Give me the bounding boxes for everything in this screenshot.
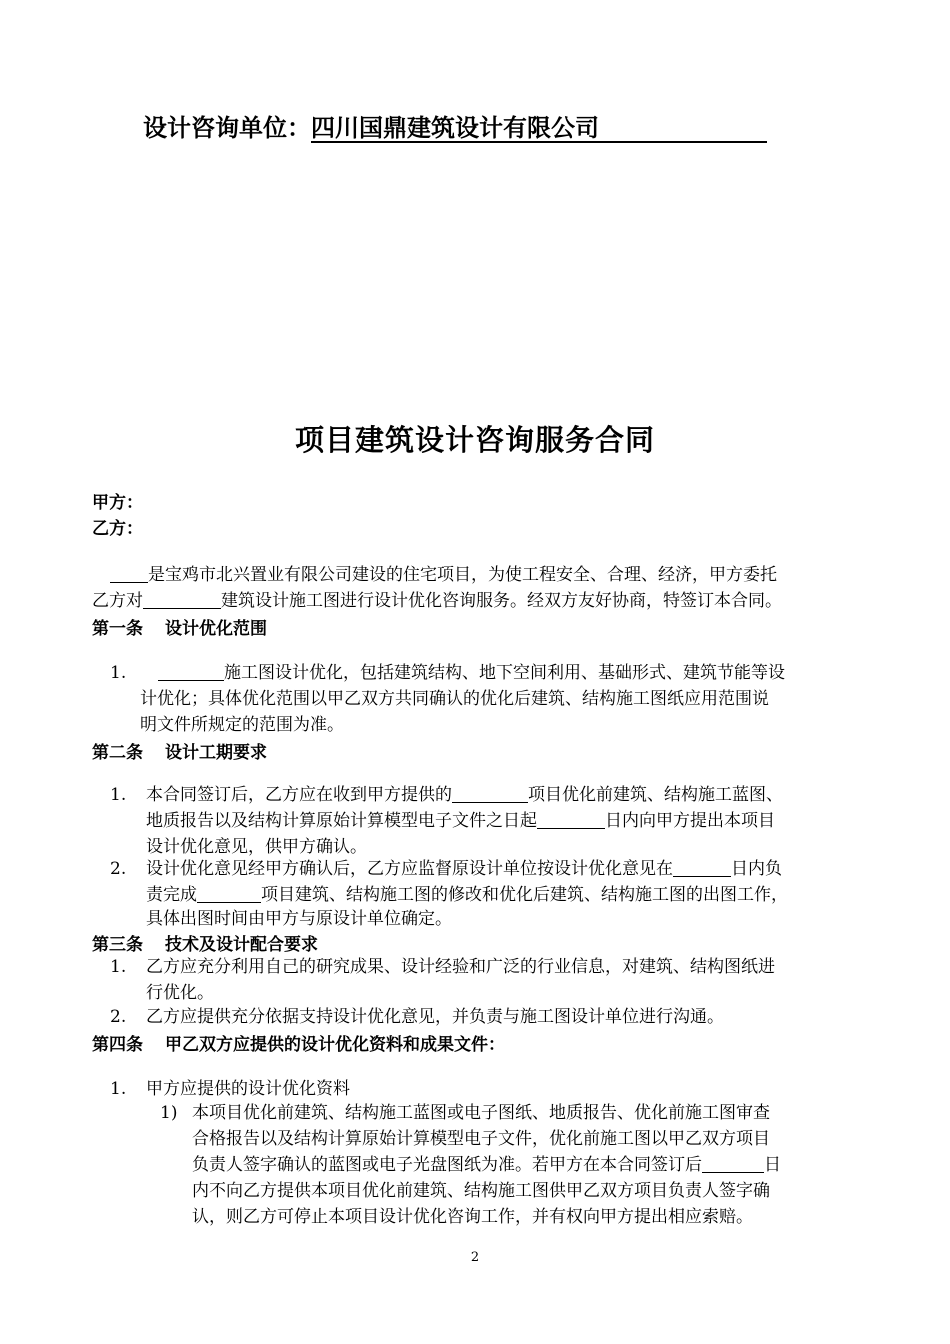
intro-line-2: 乙方对 建筑设计施工图进行设计优化咨询服务。经双方友好协商，特签订本合同。	[92, 591, 782, 611]
article-3-item-1-line-2: 行优化。	[146, 983, 214, 1003]
article-2-heading: 第二条 设计工期要求	[92, 743, 267, 763]
article-2-item-1-line-3: 设计优化意见，供甲方确认。	[146, 837, 367, 857]
list-number: 1.	[110, 1079, 127, 1099]
days-blank	[537, 810, 605, 829]
article-4-sub-1-line-1: 本项目优化前建筑、结构施工蓝图或电子图纸、地质报告、优化前施工图审查	[192, 1103, 770, 1123]
article-1-item-1-line-2: 计优化；具体优化范围以甲乙双方共同确认的优化后建筑、结构施工图纸应用范围说	[140, 689, 769, 709]
article-3-heading: 第三条 技术及设计配合要求	[92, 935, 318, 955]
article-4-sub-1-line-5: 认，则乙方可停止本项目设计优化咨询工作，并有权向甲方提出相应索赔。	[192, 1207, 753, 1227]
page-number: 2	[470, 1250, 480, 1265]
article-1-item-1-line-1: 施工图设计优化，包括建筑结构、地下空间利用、基础形式、建筑节能等设	[158, 660, 785, 686]
project-name-blank	[158, 662, 224, 681]
article-4-heading: 第四条 甲乙双方应提供的设计优化资料和成果文件：	[92, 1035, 505, 1055]
intro-line-1: 是宝鸡市北兴置业有限公司建设的住宅项目，为使工程安全、合理、经济，甲方委托	[110, 562, 777, 588]
contract-title: 项目建筑设计咨询服务合同	[294, 423, 655, 457]
header-underline-blank	[599, 115, 767, 143]
days-blank	[673, 858, 731, 877]
party-a-label: 甲方：	[92, 493, 143, 513]
project-name-blank	[110, 564, 148, 583]
article-4-item-1: 甲方应提供的设计优化资料	[146, 1079, 350, 1099]
article-1-item-1-line-3: 明文件所规定的范围为准。	[140, 715, 344, 735]
article-1-heading: 第一条 设计优化范围	[92, 619, 267, 639]
project-name-blank	[197, 884, 261, 903]
days-blank	[702, 1154, 764, 1173]
list-number: 1.	[110, 663, 127, 683]
article-2-item-1-line-2: 地质报告以及结构计算原始计算模型电子文件之日起 日内向甲方提出本项目	[146, 811, 775, 831]
article-2-item-2-line-3: 具体出图时间由甲方与原设计单位确定。	[146, 909, 452, 929]
project-name-blank	[143, 590, 221, 609]
list-number: 2.	[110, 859, 127, 879]
consulting-unit-label: 设计咨询单位：	[143, 114, 311, 142]
list-number: 2.	[110, 1007, 127, 1027]
party-b-label: 乙方：	[92, 519, 143, 539]
sub-list-number: 1)	[160, 1103, 178, 1123]
project-name-blank	[452, 784, 528, 803]
list-number: 1.	[110, 785, 127, 805]
article-3-item-2-line-1: 乙方应提供充分依据支持设计优化意见，并负责与施工图设计单位进行沟通。	[146, 1007, 724, 1027]
article-2-item-2-line-1: 设计优化意见经甲方确认后，乙方应监督原设计单位按设计优化意见在 日内负	[146, 859, 782, 879]
consulting-unit-company: 四川国鼎建筑设计有限公司	[311, 114, 599, 142]
article-4-sub-1-line-3: 负责人签字确认的蓝图或电子光盘图纸为准。若甲方在本合同签订后 日	[192, 1155, 781, 1175]
article-2-item-1-line-1: 本合同签订后，乙方应在收到甲方提供的 项目优化前建筑、结构施工蓝图、	[146, 785, 783, 805]
article-3-item-1-line-1: 乙方应充分利用自己的研究成果、设计经验和广泛的行业信息，对建筑、结构图纸进	[146, 957, 775, 977]
article-4-sub-1-line-2: 合格报告以及结构计算原始计算模型电子文件，优化前施工图以甲乙双方项目	[192, 1129, 770, 1149]
article-2-item-2-line-2: 责完成 项目建筑、结构施工图的修改和优化后建筑、结构施工图的出图工作，	[146, 885, 788, 905]
list-number: 1.	[110, 957, 127, 977]
article-4-sub-1-line-4: 内不向乙方提供本项目优化前建筑、结构施工图供甲乙双方项目负责人签字确	[192, 1181, 770, 1201]
consulting-unit-header	[143, 108, 767, 143]
